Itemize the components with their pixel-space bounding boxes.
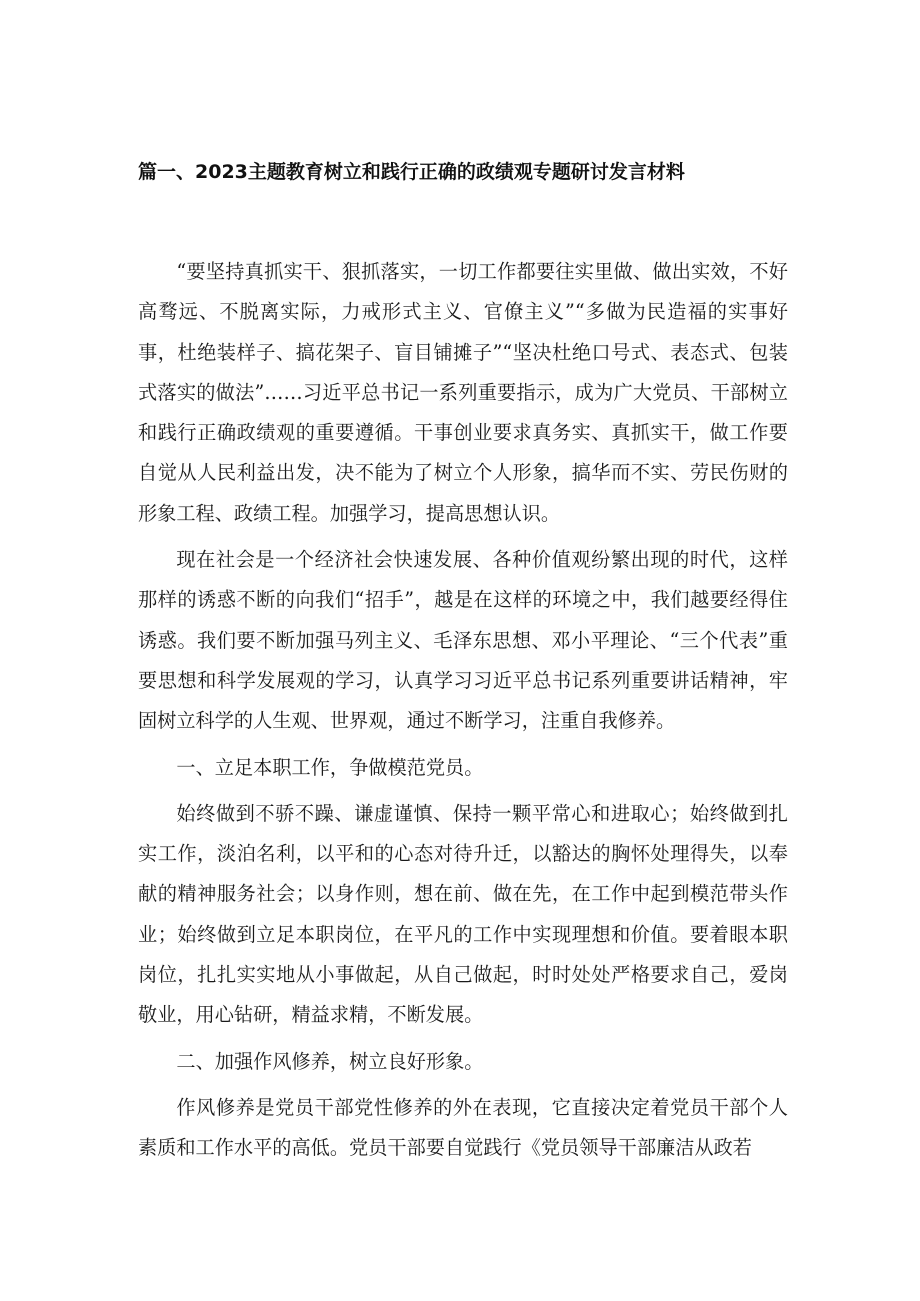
paragraph-study: 现在社会是一个经济社会快速发展、各种价值观纷繁出现的时代，这样那样的诱惑不断的向我们“招手”，越是在这样的环境之中，我们越要经得住诱惑。我们要不断加强马列主义、毛泽东思想、邓小平理论、“三个代表”重要思想和科学发展观的学习，认真学习习近平总书记系列重要讲话精神，牢固树立科学的人生观、世界观，通过不断学习，注重自我修养。: [138, 548, 788, 733]
paragraph-quotes-intro: “要坚持真抓实干、狠抓落实，一切工作都要往实里做、做出实效，不好高骛远、不脱离实际，力戒形式主义、官僚主义”“多做为民造福的实事好事，杜绝装样子、搞花架子、盲目铺摊子”“坚决杜绝口号式、表态式、包装式落实的做法”……习近平总书记一系列重要指示，成为广大党员、干部树立和践行正确政绩观的重要遵循。干事创业要求真务实、真抓实干，做工作要自觉从人民利益出发，决不能为了树立个人形象，搞华而不实、劳民伤财的形象工程、政绩工程。加强学习，提高思想认识。: [138, 260, 788, 525]
document-title: 篇一、2023主题教育树立和践行正确的政绩观专题研讨发言材料: [138, 161, 685, 183]
section-heading-2: 二、加强作风修养，树立良好形象。: [176, 1049, 484, 1073]
paragraph-section-2: 作风修养是党员干部党性修养的外在表现，它直接决定着党员干部个人素质和工作水平的高低。党员干部要自觉践行《党员领导干部廉洁从政若: [138, 1095, 788, 1160]
section-heading-1: 一、立足本职工作，争做模范党员。: [176, 755, 484, 779]
document-body: [138, 252, 788, 1175]
paragraph-section-1: 始终做到不骄不躁、谦虚谨慎、保持一颗平常心和进取心；始终做到扎实工作，淡泊名利，以平和的心态对待升迁，以豁达的胸怀处理得失，以奉献的精神服务社会；以身作则，想在前、做在先，在工作中起到模范带头作业；始终做到立足本职岗位，在平凡的工作中实现理想和价值。要着眼本职岗位，扎扎实实地从小事做起，从自己做起，时时处处严格要求自己，爱岗敬业，用心钻研，精益求精，不断发展。: [138, 801, 788, 1027]
